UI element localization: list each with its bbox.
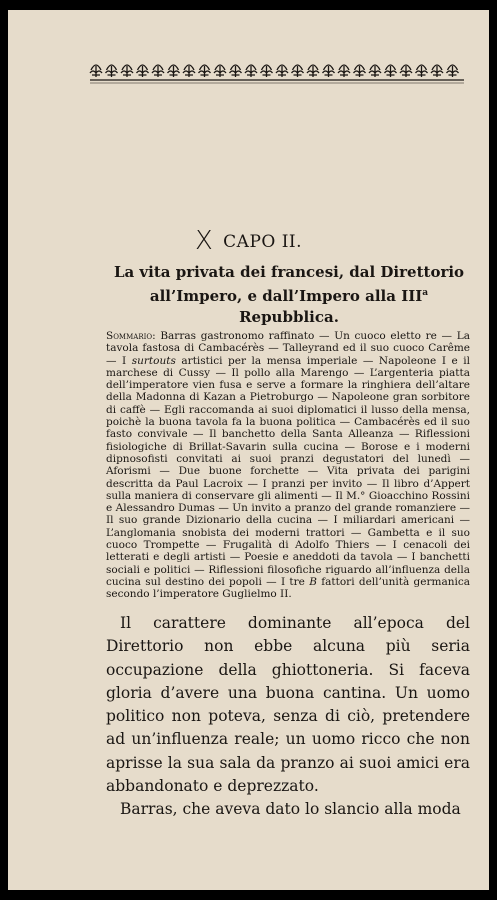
fleuron-icon bbox=[323, 65, 335, 77]
book-page bbox=[8, 10, 489, 890]
chapter-summary: Sommario: Barras gastronomo raffinato — Un cuoco eletto re — La tavola fastosa di Cambacérès — Talleyrand ed il suo cuoco Carême — I surtouts artistici per la mensa imperiale — Napoleone I e il marchese di Cussy — Il pollo alla Marengo — L’argenteria piatta dell’imperatore vien fusa e serve a formare la ringhiera dell’altare della Madonna di Kazan a Pietroburgo — Napoleone gran sorbitore di caffè — Egli raccomanda ai suoi diplomatici il lusso della mensa, poichè la buona tavola fa la buona politica — Cambacérès ed il suo fasto convivale — Il banchetto della Santa Alleanza — Riflessioni fisiologiche di Brillat-Savarin sulla cucina — Borose e i moderni dipnosofisti convitati ai suoi pranzi degustatori del lunedì — Aforismi — Due buone forchette — Vita privata dei parigini descritta da Paul Lacroix — I pranzi per invito — Il libro d’Appert sulla maniera di conservare gli alimenti — Il M.° Gioacchino Rossini e Alessandro Dumas — Un invito a pranzo del grande romanziere — Il suo grande Dizionario della cucina — I miliardari americani — L’anglomania snobista dei moderni trattori — Gambetta e il suo cuoco Trompette — Frugalità di Adolfo Thiers — I cenacoli dei letterati e degli artisti — Poesie e aneddoti da tavola — I banchetti sociali e politici — Riflessioni filosofiche riguardo all’influenza della cucina sul destino dei popoli — I tre B fattori dell’unità germanica secondo l’imperatore Guglielmo II. bbox=[106, 330, 470, 601]
fleuron-icon bbox=[106, 65, 118, 77]
fleuron-icon bbox=[369, 65, 381, 77]
fleuron-icon bbox=[307, 65, 319, 77]
fleuron-icon bbox=[447, 65, 459, 77]
fleuron-icon bbox=[276, 65, 288, 77]
fleuron-icon bbox=[90, 65, 102, 77]
fleuron-icon bbox=[168, 65, 180, 77]
fleuron-icon bbox=[199, 65, 211, 77]
chapter-heading bbox=[8, 226, 489, 256]
chapter-title-line1: La vita privata dei francesi, dal Direttorio bbox=[113, 263, 465, 281]
fleuron-icon bbox=[245, 65, 257, 77]
chapter-title-line2: all’Impero, e dall’Impero alla III$^a$ Repubblica. bbox=[149, 287, 429, 326]
fleuron-icon bbox=[416, 65, 428, 77]
fleuron-icon bbox=[354, 65, 366, 77]
fleuron-icon bbox=[152, 65, 164, 77]
summary-lead: Sommario: bbox=[106, 330, 156, 342]
chapter-title bbox=[104, 262, 474, 328]
fleuron-icon bbox=[261, 65, 273, 77]
fleuron-icon bbox=[214, 65, 226, 77]
fleuron-icon bbox=[338, 65, 350, 77]
header-ornament bbox=[88, 58, 466, 88]
paragraph-1: Il carattere dominante all’epoca del Direttorio non ebbe alcuna più seria occupazione della ghiottoneria. Si faceva gloria d’avere una buona cantina. Un uomo politico non poteva, senza di ciò, pretendere ad un’influenza reale; un uomo ricco che non aprisse la sua sala da pranzo ai suoi amici era abbandonato e deprezzato. bbox=[106, 614, 470, 796]
fleuron-icon bbox=[137, 65, 149, 77]
fleuron-icon bbox=[431, 65, 443, 77]
fleuron-icon bbox=[385, 65, 397, 77]
fleuron-icon bbox=[121, 65, 133, 77]
paragraph-2: Barras, che aveva dato lo slancio alla moda bbox=[120, 800, 461, 819]
chapter-label: CAPO II. bbox=[223, 232, 303, 252]
handwritten-x-mark: X bbox=[194, 226, 214, 256]
fleuron-icon bbox=[230, 65, 242, 77]
fleuron-icon bbox=[183, 65, 195, 77]
fleuron-icon bbox=[400, 65, 412, 77]
body-text bbox=[106, 612, 470, 822]
fleuron-icon bbox=[292, 65, 304, 77]
